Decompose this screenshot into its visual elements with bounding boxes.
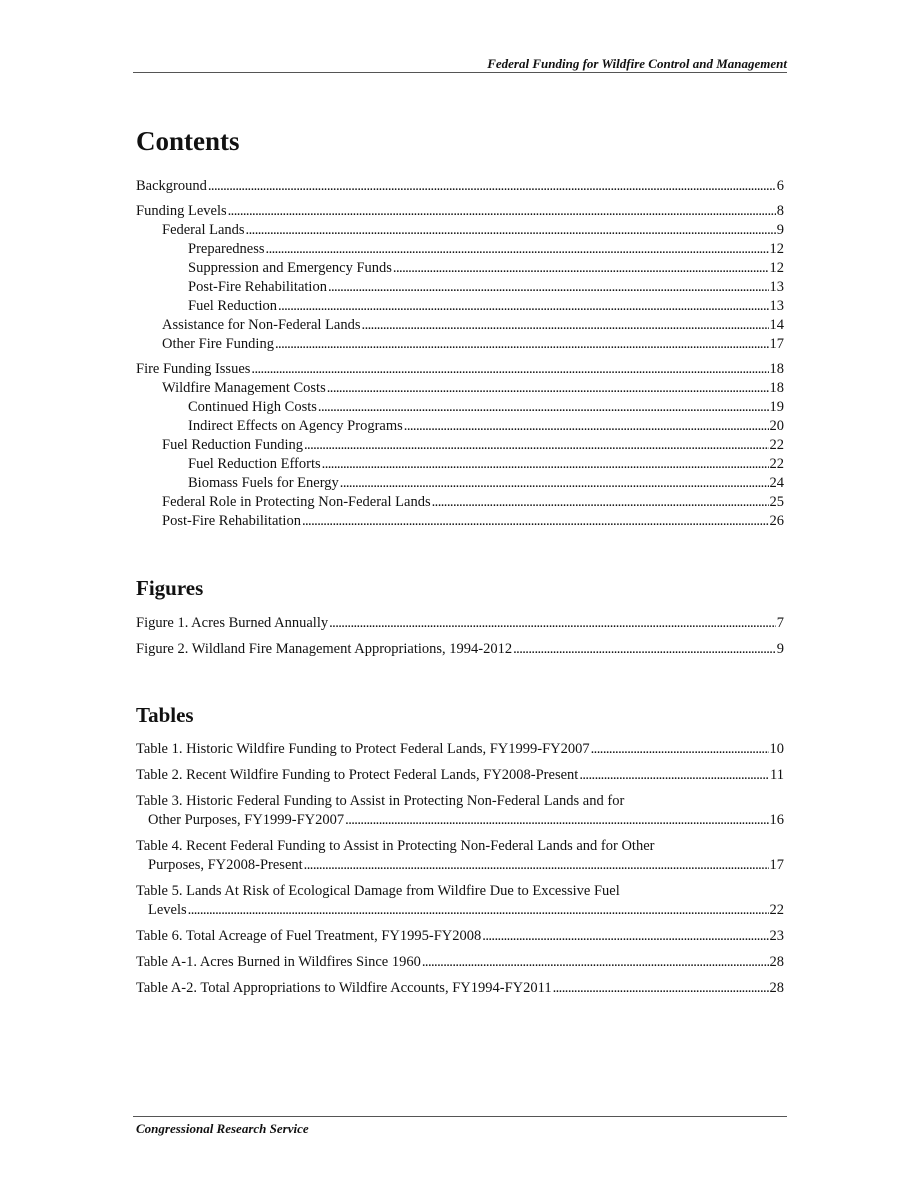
contents-entry-page: 22 xyxy=(769,437,784,453)
table-entry-page: 28 xyxy=(769,980,784,996)
contents-entry-page: 25 xyxy=(769,494,784,510)
dot-leader xyxy=(304,856,769,875)
contents-entry[interactable] xyxy=(136,360,784,379)
footer-rule xyxy=(133,1116,787,1117)
table-entry[interactable] xyxy=(136,740,784,759)
contents-entry[interactable] xyxy=(136,417,784,436)
contents-entry[interactable] xyxy=(136,202,784,221)
contents-entry-page: 8 xyxy=(776,203,784,219)
table-entry-title-line[interactable]: Table 4. Recent Federal Funding to Assist in Protecting Non-Federal Lands and for Other xyxy=(136,838,655,854)
tables-list xyxy=(136,740,784,998)
dot-leader xyxy=(275,335,769,354)
contents-entry[interactable] xyxy=(136,335,784,354)
figure-entry-title: Figure 1. Acres Burned Annually xyxy=(136,615,329,631)
contents-entry[interactable] xyxy=(136,316,784,335)
contents-entry-page: 17 xyxy=(769,336,784,352)
figure-entry-page: 9 xyxy=(776,641,784,657)
contents-entry-title: Wildfire Management Costs xyxy=(162,380,326,396)
contents-entry-title: Fuel Reduction Efforts xyxy=(188,456,321,472)
contents-entry[interactable] xyxy=(136,493,784,512)
table-entry-title-line[interactable]: Table 3. Historic Federal Funding to Assist in Protecting Non-Federal Lands and for xyxy=(136,793,625,809)
figures-list xyxy=(136,614,784,659)
contents-entry-page: 12 xyxy=(769,260,784,276)
table-entry-page: 10 xyxy=(769,741,784,757)
contents-entry-title: Post-Fire Rehabilitation xyxy=(188,279,327,295)
contents-entry-title: Federal Lands xyxy=(162,222,245,238)
dot-leader xyxy=(328,278,769,297)
table-list-item xyxy=(136,882,784,920)
contents-entry-title: Biomass Fuels for Energy xyxy=(188,475,339,491)
table-entry-page: 23 xyxy=(769,928,784,944)
dot-leader xyxy=(432,493,769,512)
table-list-item xyxy=(136,740,784,759)
running-header: Federal Funding for Wildfire Control and Management xyxy=(487,56,787,71)
contents-entry-title: Funding Levels xyxy=(136,203,227,219)
contents-entry-page: 26 xyxy=(769,513,784,529)
table-list-item xyxy=(136,837,784,875)
table-entry-title: Other Purposes, FY1999-FY2007 xyxy=(148,812,345,828)
dot-leader xyxy=(228,202,776,221)
table-entry[interactable] xyxy=(136,979,784,998)
dot-leader xyxy=(553,979,769,998)
table-entry-title: Purposes, FY2008-Present xyxy=(148,857,303,873)
contents-entry-title: Other Fire Funding xyxy=(162,336,274,352)
figure-entry[interactable] xyxy=(136,614,784,633)
dot-leader xyxy=(591,740,769,759)
dot-leader xyxy=(318,398,769,417)
contents-entry[interactable] xyxy=(136,512,784,531)
table-entry[interactable] xyxy=(136,811,784,830)
contents-entry-title: Fire Funding Issues xyxy=(136,361,251,377)
contents-entry[interactable] xyxy=(136,398,784,417)
contents-entry[interactable] xyxy=(136,221,784,240)
contents-list xyxy=(136,177,784,531)
contents-entry-page: 20 xyxy=(769,418,784,434)
contents-entry-title: Background xyxy=(136,178,207,194)
contents-entry-title: Assistance for Non-Federal Lands xyxy=(162,317,361,333)
table-entry-page: 17 xyxy=(769,857,784,873)
table-list-item xyxy=(136,979,784,998)
table-entry-title: Table 1. Historic Wildfire Funding to Protect Federal Lands, FY1999-FY2007 xyxy=(136,741,590,757)
dot-leader xyxy=(278,297,768,316)
table-entry-title: Levels xyxy=(148,902,187,918)
dot-leader xyxy=(329,614,776,633)
contents-entry[interactable] xyxy=(136,379,784,398)
figure-entry-title: Figure 2. Wildland Fire Management Appropriations, 1994-2012 xyxy=(136,641,513,657)
contents-entry[interactable] xyxy=(136,240,784,259)
table-entry-title: Table A-1. Acres Burned in Wildfires Since 1960 xyxy=(136,954,421,970)
dot-leader xyxy=(246,221,776,240)
dot-leader xyxy=(513,640,776,659)
table-list-item xyxy=(136,953,784,972)
dot-leader xyxy=(266,240,769,259)
contents-entry-page: 13 xyxy=(769,298,784,314)
dot-leader xyxy=(208,177,776,196)
dot-leader xyxy=(393,259,769,278)
contents-heading: Contents xyxy=(136,126,240,156)
contents-entry[interactable] xyxy=(136,297,784,316)
figure-entry[interactable] xyxy=(136,640,784,659)
contents-entry-title: Federal Role in Protecting Non-Federal Lands xyxy=(162,494,431,510)
contents-entry-title: Fuel Reduction xyxy=(188,298,278,314)
contents-entry[interactable] xyxy=(136,474,784,493)
contents-entry-page: 6 xyxy=(776,178,784,194)
contents-entry-page: 14 xyxy=(769,317,784,333)
running-footer: Congressional Research Service xyxy=(136,1121,309,1136)
contents-entry-title: Post-Fire Rehabilitation xyxy=(162,513,301,529)
table-entry[interactable] xyxy=(136,766,784,785)
figures-heading: Figures xyxy=(136,576,204,600)
table-entry-title: Table 2. Recent Wildfire Funding to Protect Federal Lands, FY2008-Present xyxy=(136,767,579,783)
contents-entry-title: Suppression and Emergency Funds xyxy=(188,260,392,276)
figure-list-item xyxy=(136,640,784,659)
contents-entry-title: Indirect Effects on Agency Programs xyxy=(188,418,403,434)
contents-entry[interactable] xyxy=(136,177,784,196)
table-entry-page: 16 xyxy=(769,812,784,828)
contents-entry-page: 13 xyxy=(769,279,784,295)
table-list-item xyxy=(136,766,784,785)
table-entry[interactable] xyxy=(136,927,784,946)
dot-leader xyxy=(188,901,769,920)
table-entry-page: 28 xyxy=(769,954,784,970)
contents-entry-page: 24 xyxy=(769,475,784,491)
table-entry[interactable] xyxy=(136,856,784,875)
contents-entry[interactable] xyxy=(136,455,784,474)
table-entry-title-line[interactable]: Table 5. Lands At Risk of Ecological Damage from Wildfire Due to Excessive Fuel xyxy=(136,883,620,899)
dot-leader xyxy=(327,379,769,398)
dot-leader xyxy=(322,455,769,474)
table-list-item xyxy=(136,927,784,946)
contents-entry-page: 18 xyxy=(769,361,784,377)
dot-leader xyxy=(251,360,768,379)
contents-entry-page: 22 xyxy=(769,456,784,472)
table-list-item xyxy=(136,792,784,830)
contents-entry-page: 12 xyxy=(769,241,784,257)
table-entry-title: Table 6. Total Acreage of Fuel Treatment, FY1995-FY2008 xyxy=(136,928,482,944)
dot-leader xyxy=(340,474,769,493)
dot-leader xyxy=(302,512,769,531)
contents-entry-title: Fuel Reduction Funding xyxy=(162,437,303,453)
table-entry-page: 22 xyxy=(769,902,784,918)
table-entry-page: 11 xyxy=(770,767,784,783)
table-entry[interactable] xyxy=(136,901,784,920)
dot-leader xyxy=(579,766,769,785)
contents-entry-title: Preparedness xyxy=(188,241,265,257)
contents-entry[interactable] xyxy=(136,278,784,297)
contents-entry[interactable] xyxy=(136,436,784,455)
figure-entry-page: 7 xyxy=(776,615,784,631)
dot-leader xyxy=(422,953,769,972)
table-entry[interactable] xyxy=(136,953,784,972)
contents-entry-page: 19 xyxy=(769,399,784,415)
contents-entry-page: 9 xyxy=(776,222,784,238)
dot-leader xyxy=(345,811,768,830)
header-rule xyxy=(133,72,787,73)
table-entry-title: Table A-2. Total Appropriations to Wildfire Accounts, FY1994-FY2011 xyxy=(136,980,552,996)
dot-leader xyxy=(404,417,769,436)
dot-leader xyxy=(304,436,769,455)
contents-entry-title: Continued High Costs xyxy=(188,399,317,415)
figure-list-item xyxy=(136,614,784,633)
dot-leader xyxy=(362,316,769,335)
contents-entry[interactable] xyxy=(136,259,784,278)
contents-entry-page: 18 xyxy=(769,380,784,396)
dot-leader xyxy=(482,927,768,946)
tables-heading: Tables xyxy=(136,703,194,727)
